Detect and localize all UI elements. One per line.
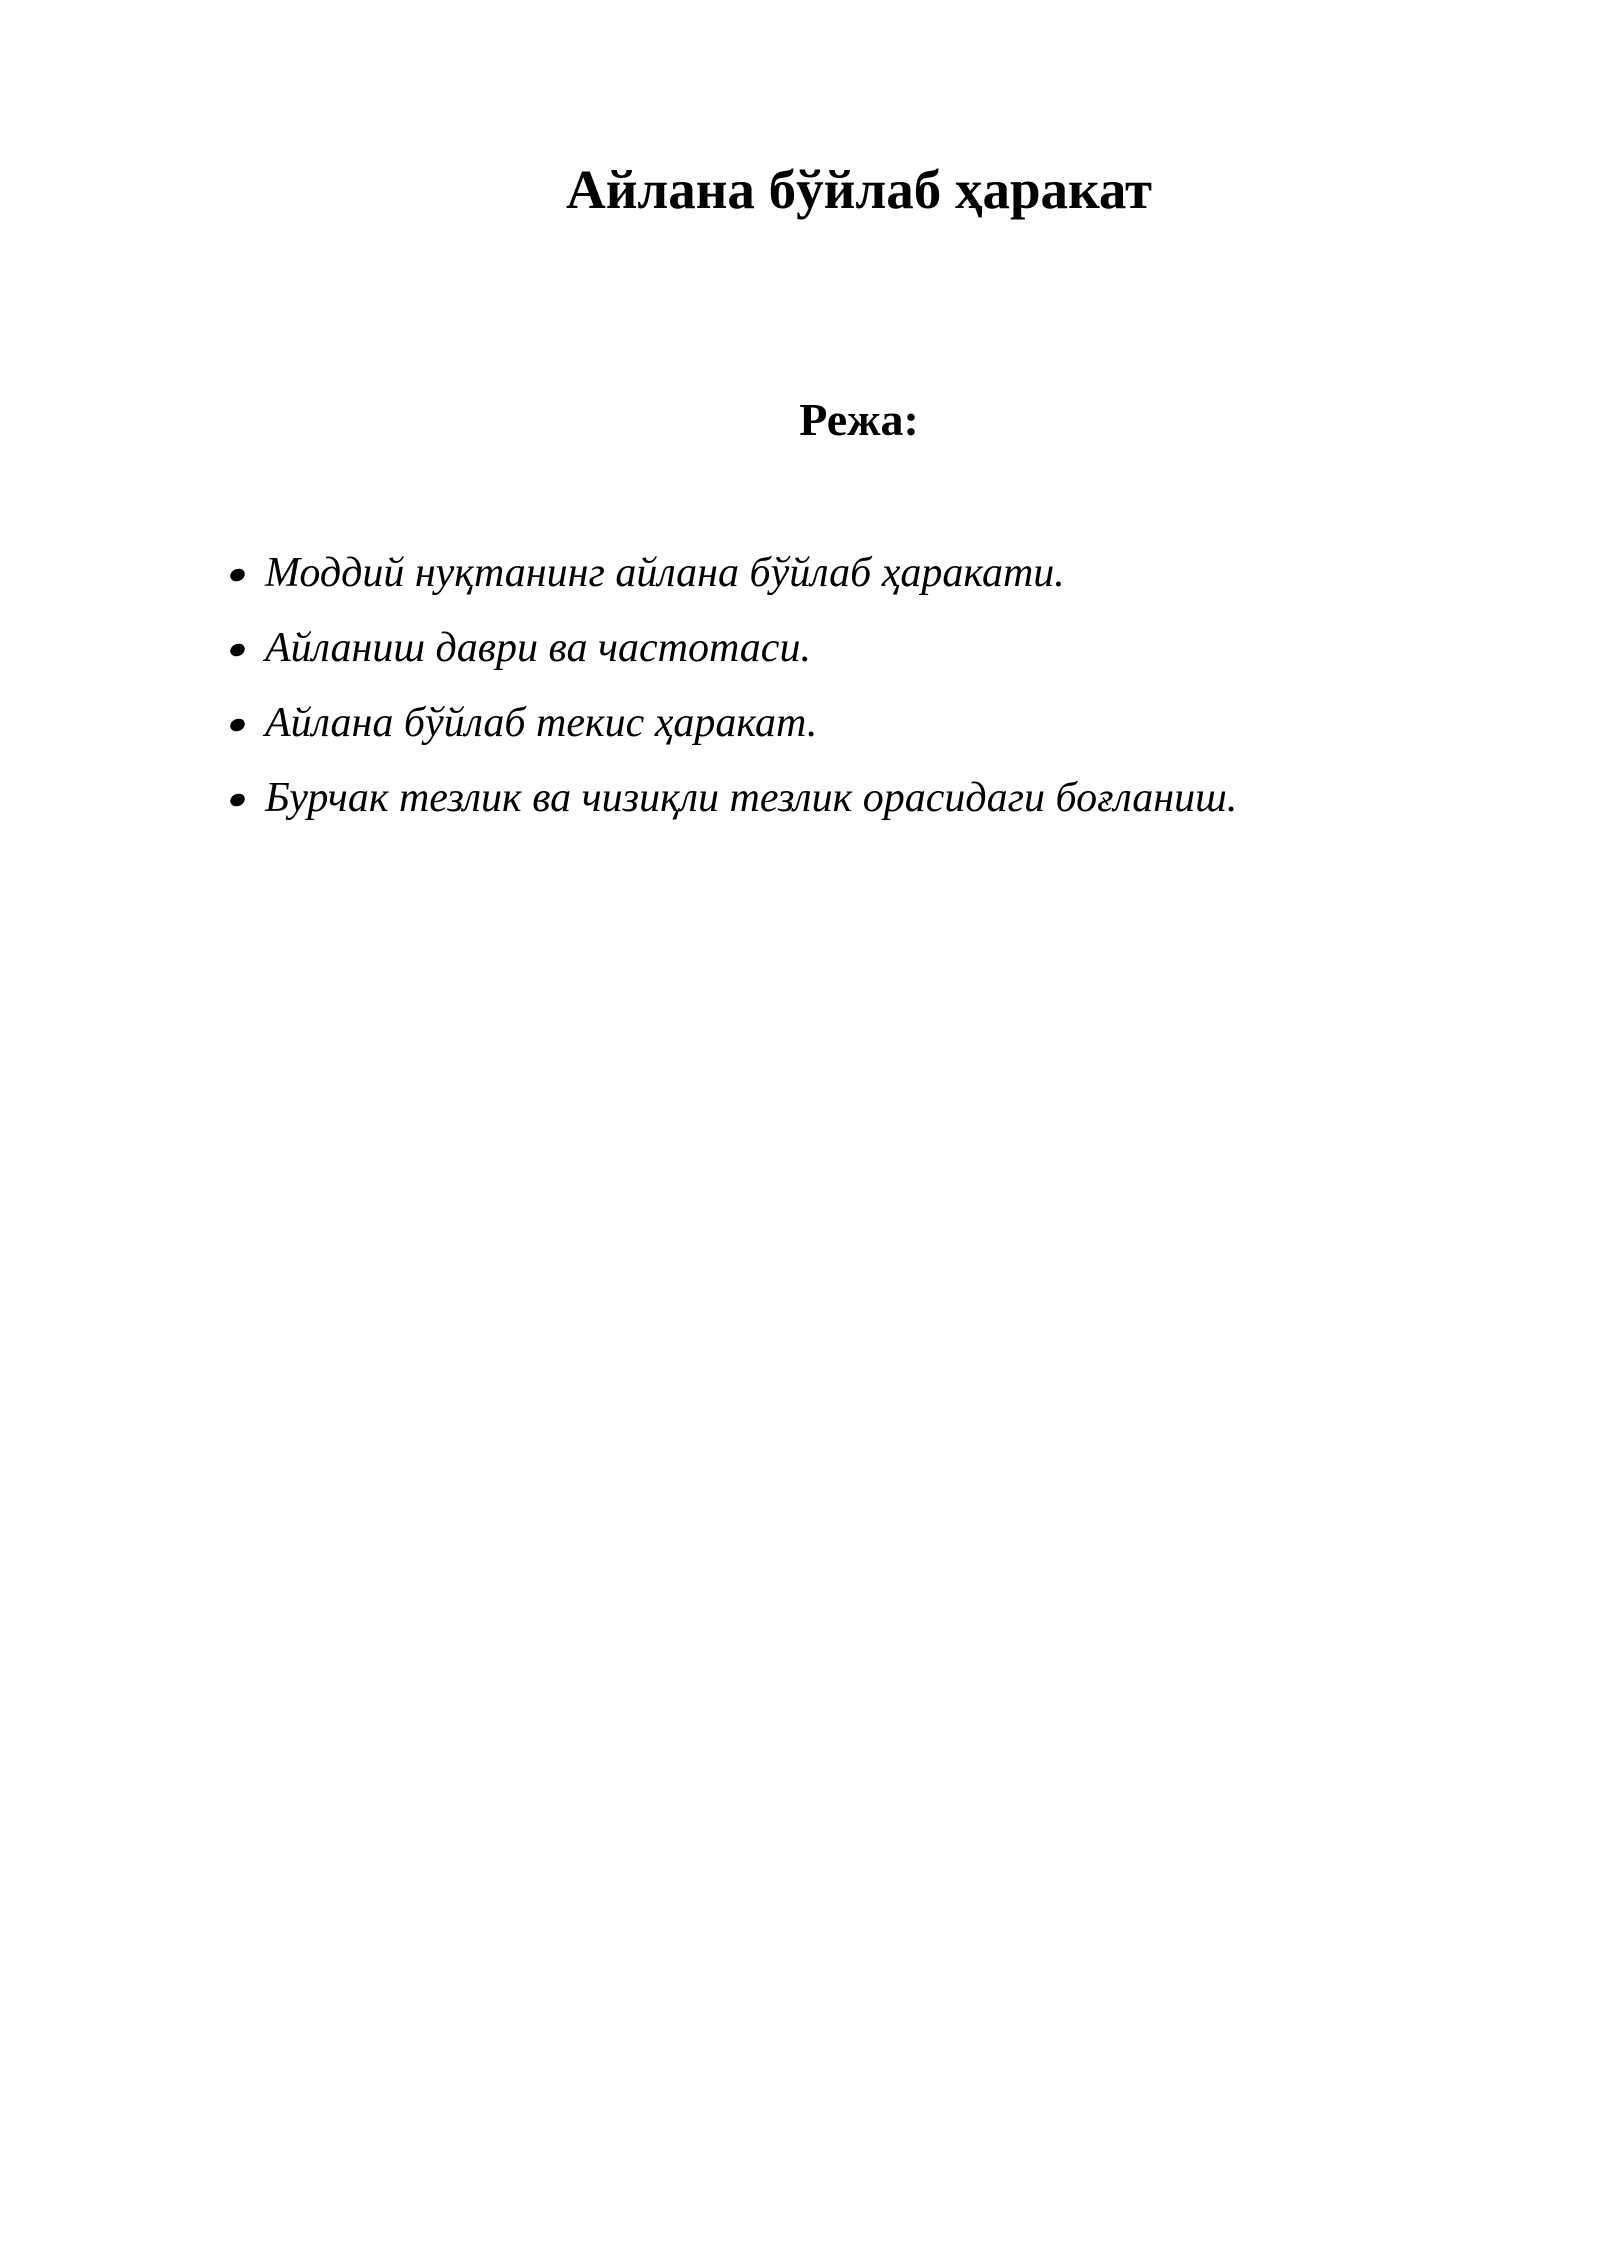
bullet-dot-icon <box>228 716 247 733</box>
plan-list <box>230 535 1430 835</box>
plan-list-item <box>230 685 1430 760</box>
plan-list-item <box>230 610 1430 685</box>
bullet-dot-icon <box>228 791 247 808</box>
plan-item-text: Бурчак тезлик ва чизиқли тезлик орасидаги боғланиш. <box>265 774 1238 821</box>
bullet-dot-icon <box>228 566 247 583</box>
plan-list-item <box>230 760 1430 835</box>
plan-list-item <box>230 535 1430 610</box>
page-title: Айлана бўйлаб ҳаракат <box>565 159 1153 220</box>
plan-heading: Режа: <box>799 394 919 445</box>
plan-item-text: Моддий нуқтанинг айлана бўйлаб ҳаракати. <box>265 549 1065 596</box>
plan-item-text: Айлана бўйлаб текис ҳаракат. <box>265 699 818 746</box>
plan-item-text: Айланиш даври ва частотаси. <box>265 624 811 671</box>
bullet-dot-icon <box>228 641 247 658</box>
